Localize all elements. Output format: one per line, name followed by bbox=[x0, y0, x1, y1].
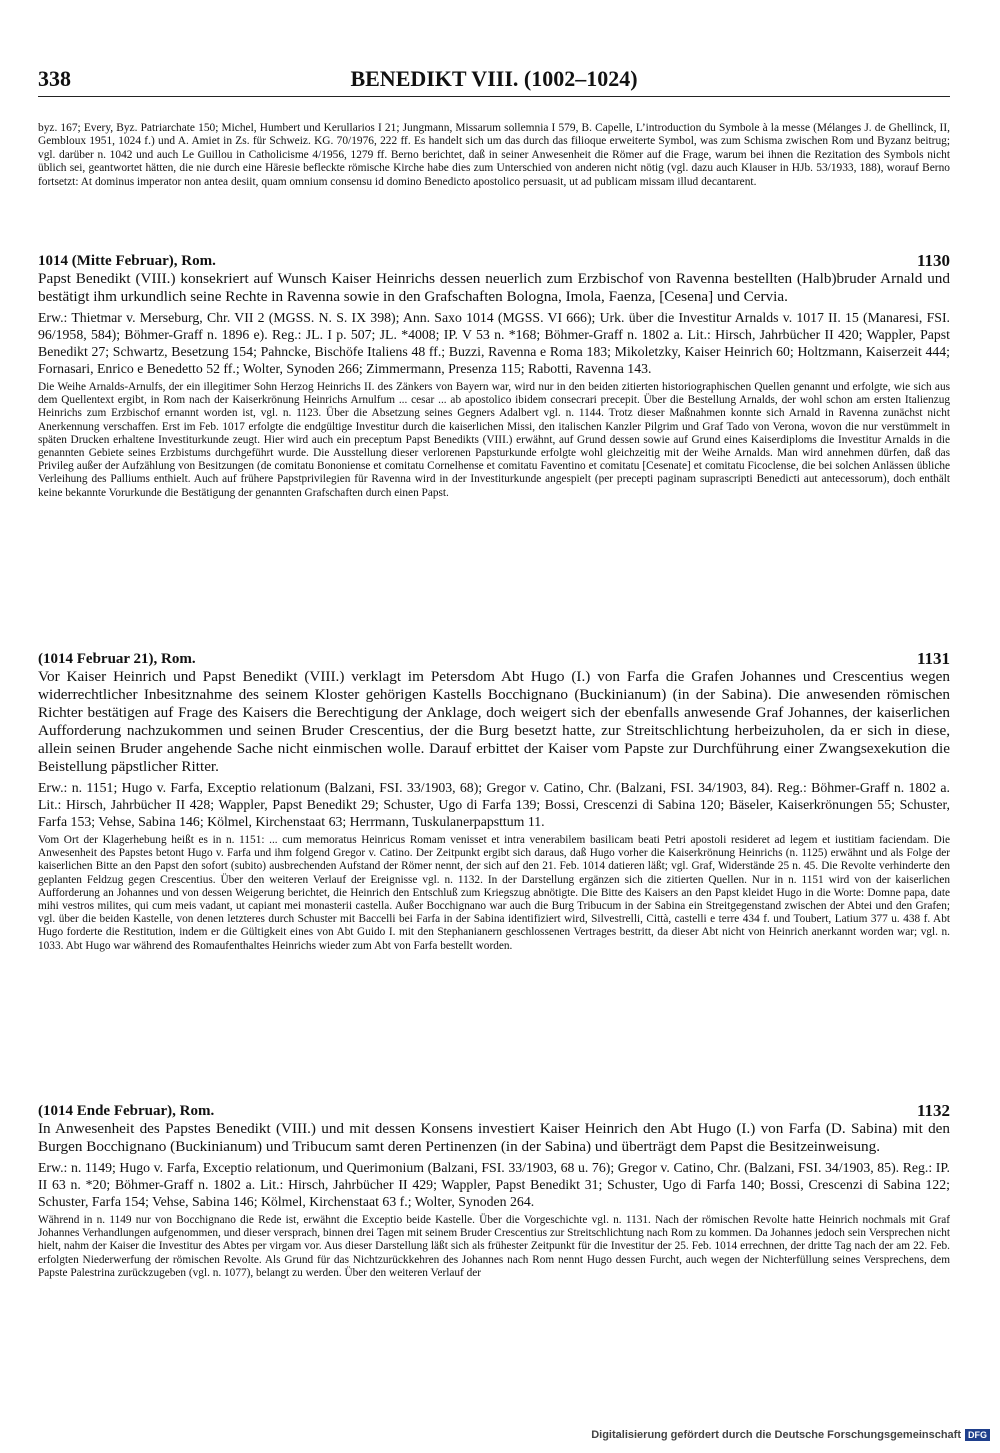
entry-commentary bbox=[38, 381, 950, 500]
entry-commentary bbox=[38, 834, 950, 953]
regest-entry bbox=[38, 1102, 950, 1280]
entry-text bbox=[38, 668, 950, 776]
entry-references-body: Erw.: n. 1149; Hugo v. Farfa, Exceptio relationum, und Querimonium (Balzani, FSI. 33/1903, 68 u. 76); Gregor v. Catino, Chr. (Balzani, FSI. 34/1903, 85). Reg.: IP. II 63 n. *20; Böhmer-Graff n. 1802 a. Lit.: Hirsch, Jahrbücher II 429; Wappler, Papst Benedikt 31; Schuster, Ugo di Farfa 140; Bossi, Crescenzi di Sabina 122; Schuster, Farfa 154; Vehse, Sabina 146; Kölmel, Kirchenstaat 63 f.; Wolter, Synoden 264. bbox=[38, 1160, 950, 1209]
page-number: 338 bbox=[38, 66, 71, 91]
entry-number: 1130 bbox=[916, 251, 950, 270]
entry-commentary-body: Während in n. 1149 nur von Bocchignano die Rede ist, erwähnt die Exceptio beide Kastelle. Über die Vorgeschichte vgl. n. 1131. Nach der römischen Revolte hatte Heinrich nochmals mit Graf Johannes Verhandlungen aufgenommen, und dieser versprach, binnen drei Tagen mit seinem Bruder Crescentius zur Streitschlichtung nach Rom zu kommen. Da Johannes jedoch sein Versprechen nicht hielt, nahm der Kaiser die Investitur des Abtes per virgam vor. Aus dieser Darstellung läßt sich als frühester Zeitpunkt für die Investitur der 25. Feb. 1014 errechnen, der dritte Tag nach der am 22. Feb. erfolgten Niederwerfung der römischen Revolte. Als Grund für das Nichtzurückkehren des Johannes nach Rom nennt Hugo dessen Furcht, auch wegen der Nichterfüllung seines Versprechens, dem Papste Palestrina zurückzugeben (vgl. n. 1077), belangt zu werden. Über den weiteren Verlauf der bbox=[38, 1214, 950, 1279]
entry-text bbox=[38, 270, 950, 306]
entry-commentary-body: Die Weihe Arnalds-Arnulfs, der ein illegitimer Sohn Herzog Heinrichs II. des Zänkers von Bayern war, wird nur in den beiden zitierten historiographischen Quellen genannt und erfolgte, wie sich aus dem Quellentext ergibt, in Rom nach der Kaiserkrönung Heinrichs Arnulfum ... cesar ... ab apostolico ibidem consecrari precepit. Über die Bestellung Arnalds, der wohl schon am ersten Italienzug Heinrichs zum Erzbischof ernannt worden ist, vgl. n. 1123. Über die Absetzung seines Gegners Adalbert vgl. n. 1144. Trotz dieser Maßnahmen konnte sich Arnald in Ravenna zunächst nicht Anerkennung verschaffen. Erst im Feb. 1017 erfolgte die endgültige Investitur durch die kaiserlichen Missi, den italischen Kanzler Pilgrim und Graf Tado von Verona, wovon die nur verstümmelt in späten Drucken erhaltene Investiturkunde zeugt. Hier wird auch ein preceptum Papst Benedikts (VIII.) erwähnt, auf Grund dessen sowie auf Grund eines Kaiserdiploms die Investitur Arnalds in die genannten Gebiete seines Erzbistums durchgeführt wurde. Die Ausstellung dieser verlorenen Papsturkunde erfolgte wohl gleichzeitig mit der Weihe Arnalds. Man wird annehmen dürfen, daß das Privileg außer der Aufzählung von Besitzungen (de comitatu Bononiense et comitatu Cornelhense et comitatu Faventino et comitatu [Cesenate] et comitatu Ficoclense, die bei solchen Anlässen übliche Verleihung des Palliums enthielt. Auch auf frühere Papstprivilegien für Ravenna wird in der Investiturkunde angespielt (per precepti paginam suprascripti Benedicti aut antecessorum), doch enthält keine bekannte Vorurkunde die Bestätigung der genannten Grafschaften durch einen Papst. bbox=[38, 381, 950, 499]
running-header bbox=[38, 66, 950, 92]
entry-references-body: Erw.: Thietmar v. Merseburg, Chr. VII 2 (MGSS. N. S. IX 398); Ann. Saxo 1014 (MGSS. VI 666); Urk. über die Investitur Arnalds v. 1017 II. 15 (Manaresi, FSI. 96/1958, 584); Böhmer-Graff n. 1896 e). Reg.: JL. I p. 507; JL. *4008; IP. V 53 n. *168; Böhmer-Graff n. 1802 a. Lit.: Hirsch, Jahrbücher II 420; Wappler, Papst Benedikt 27; Schwartz, Besetzung 154; Pahncke, Bischöfe Italiens 48 ff.; Buzzi, Ravenna e Roma 183; Mikoletzky, Kaiser Heinrich 60; Holtzmann, Kaiserzeit 444; Fornasari, Enrico e Benedetto 52 ff.; Wolter, Synoden 266; Zimmermann, Presenza 115; Rabotti, Ravenna 143. bbox=[38, 310, 950, 376]
digitization-credit bbox=[591, 1429, 990, 1441]
entry-text-body: Vor Kaiser Heinrich und Papst Benedikt (VIII.) verklagt im Petersdom Abt Hugo (I.) von Farfa die Grafen Johannes und Crescentius wegen widerrechtlicher Inbesitznahme des seinem Kloster gehörigen Kastells Bocchignano (Buckinianum) (in der Sabina). Die anwesenden römischen Richter bestätigen auf Frage des Kaisers die Berechtigung der Anklage, doch weigert sich der ebenfalls anwesende Graf Johannes, der kaiserlichen Aufforderung nachzukommen und seinen Bruder Crescentius, der die Burg besetzt hatte, zur Streitschlichtung herbeizuholen, da er sich in diese, allein seinen Bruder angehende Sache nicht einmischen wolle. Darauf erbittet der Kaiser vom Papste zur Durchführung einer Zwangsexekution die Beistellung päpstlicher Ritter. bbox=[38, 668, 950, 775]
entry-heading bbox=[38, 650, 950, 668]
entry-heading bbox=[38, 252, 950, 270]
dfg-logo-icon: DFG bbox=[965, 1429, 990, 1441]
entry-commentary bbox=[38, 1214, 950, 1280]
header-rule bbox=[38, 96, 950, 97]
entry-references bbox=[38, 1159, 950, 1210]
entry-date-place: 1014 (Mitte Februar), Rom. bbox=[38, 253, 216, 269]
entry-text bbox=[38, 1120, 950, 1156]
regest-entry bbox=[38, 252, 950, 500]
entry-text-body: Papst Benedikt (VIII.) konsekriert auf Wunsch Kaiser Heinrichs dessen neuerlich zum Erzbischof von Ravenna bestellten (Halb)bruder Arnald und bestätigt ihm urkundlich seine Rechte in Ravenna sowie in den Grafschaften Bologna, Imola, Faenza, [Cesena] und Cervia. bbox=[38, 270, 950, 305]
entry-heading bbox=[38, 1102, 950, 1120]
entry-date-place: (1014 Ende Februar), Rom. bbox=[38, 1103, 215, 1119]
credit-text: Digitalisierung gefördert durch die Deutsche Forschungsgemeinschaft bbox=[591, 1429, 961, 1441]
entry-references bbox=[38, 779, 950, 830]
entry-number: 1132 bbox=[916, 1101, 950, 1120]
entry-date-place: (1014 Februar 21), Rom. bbox=[38, 651, 196, 667]
entry-commentary-body: Vom Ort der Klagerhebung heißt es in n. 1151: ... cum memoratus Heinricus Romam venisset et intra venerabilem basilicam beati Petri apostoli resideret ad legem et iustitiam faciendam. Die Anwesenheit des Papstes betont Hugo v. Farfa und ihm folgend Gregor v. Catino. Der Zeitpunkt ergibt sich daraus, daß Hugo vorher die Kaiserkrönung Heinrichs (n. 1125) erwähnt und als Folge der kaiserlichen Bitte an den Papst den sofort (subito) ausbrechenden Aufstand der Römer nennt, der sich auf den 21. Feb. 1014 datieren läßt; vgl. Graf, Widerstände 25 n. 45. Die Revolte verhinderte den geplanten Feldzug gegen Crescentius. Über den weiteren Verlauf der Ereignisse vgl. n. 1132. In der Darstellung ergänzen sich die zitierten Quellen. Nur in n. 1151 wird von der kaiserlichen Aufforderung an Johannes und von dessen Weigerung berichtet, die Heinrich den Entschluß zum Kriegszug abnötigte. Die Bitte des Kaisers an den Papst kleidet Hugo in die Worte: Domne papa, date mihi vestros milites, qui cum meis vadant, ut capiant mei monasterii castella. Außer Bocchignano war auch die Burg Tribucum in der Sabina ein Streitgegenstand zwischen der Abtei und den Grafen; vgl. über die beiden Kastelle, von denen letzteres durch Schuster mit Baccelli bei Farfa in der Sabina identifiziert wird, Silvestrelli, Città, castelli e terre 434 f. und Toubert, Latium 377 u. 438 f. Abt Hugo forderte die Restitution, indem er die Gültigkeit eines von Abt Guido I. mit den Stephanianern geschlossenen Vertrages bestritt, da dieser Abt nicht von Heinrich anerkannt worden war; vgl. n. 1033. Abt Hugo war während des Romaufenthaltes Heinrichs wieder zum Abt von Farfa bestellt worden. bbox=[38, 834, 950, 952]
entry-references-body: Erw.: n. 1151; Hugo v. Farfa, Exceptio relationum (Balzani, FSI. 33/1903, 68); Gregor v. Catino, Chr. (Balzani, FSI. 34/1903, 84). Reg.: Böhmer-Graff n. 1802 a. Lit.: Hirsch, Jahrbücher II 428; Wappler, Papst Benedikt 29; Schuster, Ugo di Farfa 139; Bossi, Crescenzi di Sabina 120; Bäseler, Kaiserkrönungen 55; Schuster, Farfa 153; Vehse, Sabina 146; Kölmel, Kirchenstaat 63; Herrmann, Tuskulanerpapsttum 11. bbox=[38, 780, 950, 829]
running-title: BENEDIKT VIII. (1002–1024) bbox=[350, 66, 638, 91]
entry-text-body: In Anwesenheit des Papstes Benedikt (VIII.) und mit dessen Konsens investiert Kaiser Heinrich den Abt Hugo (I.) von Farfa (D. Sabina) mit den Burgen Bocchignano (Buckinianum) und Tribucum samt deren Pertinenzen (in der Sabina) und überträgt dem Papst die Besitzeinweisung. bbox=[38, 1120, 950, 1155]
intro-note bbox=[38, 122, 950, 189]
entry-number: 1131 bbox=[916, 649, 950, 668]
entry-references bbox=[38, 309, 950, 377]
regest-entry bbox=[38, 650, 950, 953]
intro-note-text: byz. 167; Every, Byz. Patriarchate 150; Michel, Humbert und Kerullarios I 21; Jungmann, Missarum sollemnia I 579, B. Capelle, L’introduction du Symbole à la messe (Mélanges J. de Ghellinck, II, Gembloux 1951, 1024 f.) und A. Amiet in Zs. für Schweiz. KG. 70/1976, 222 ff. Es handelt sich um das durch das filioque erweiterte Symbol, was zum Schisma zwischen Rom und Byzanz beitrug; vgl. darüber n. 1042 und auch Le Guillou in Catholicisme 4/1956, 1279 ff. Berno berichtet, daß in seiner Anwesenheit die Römer auf die Frage, warum bei ihnen die Rezitation des Symbols nicht üblich sei, geantwortet hätten, die nie durch eine Häresie befleckte römische Kirche habe dies zum Unterschied von anderen nicht nötig (vgl. dazu auch Klauser in HJb. 53/1933, 188), worauf Berno fortsetzt: At dominus imperator non antea desiit, quam omnium consensu id domino Benedicto apostolico persuasit, ut ad publicam missam illud decantarent. bbox=[38, 122, 950, 188]
